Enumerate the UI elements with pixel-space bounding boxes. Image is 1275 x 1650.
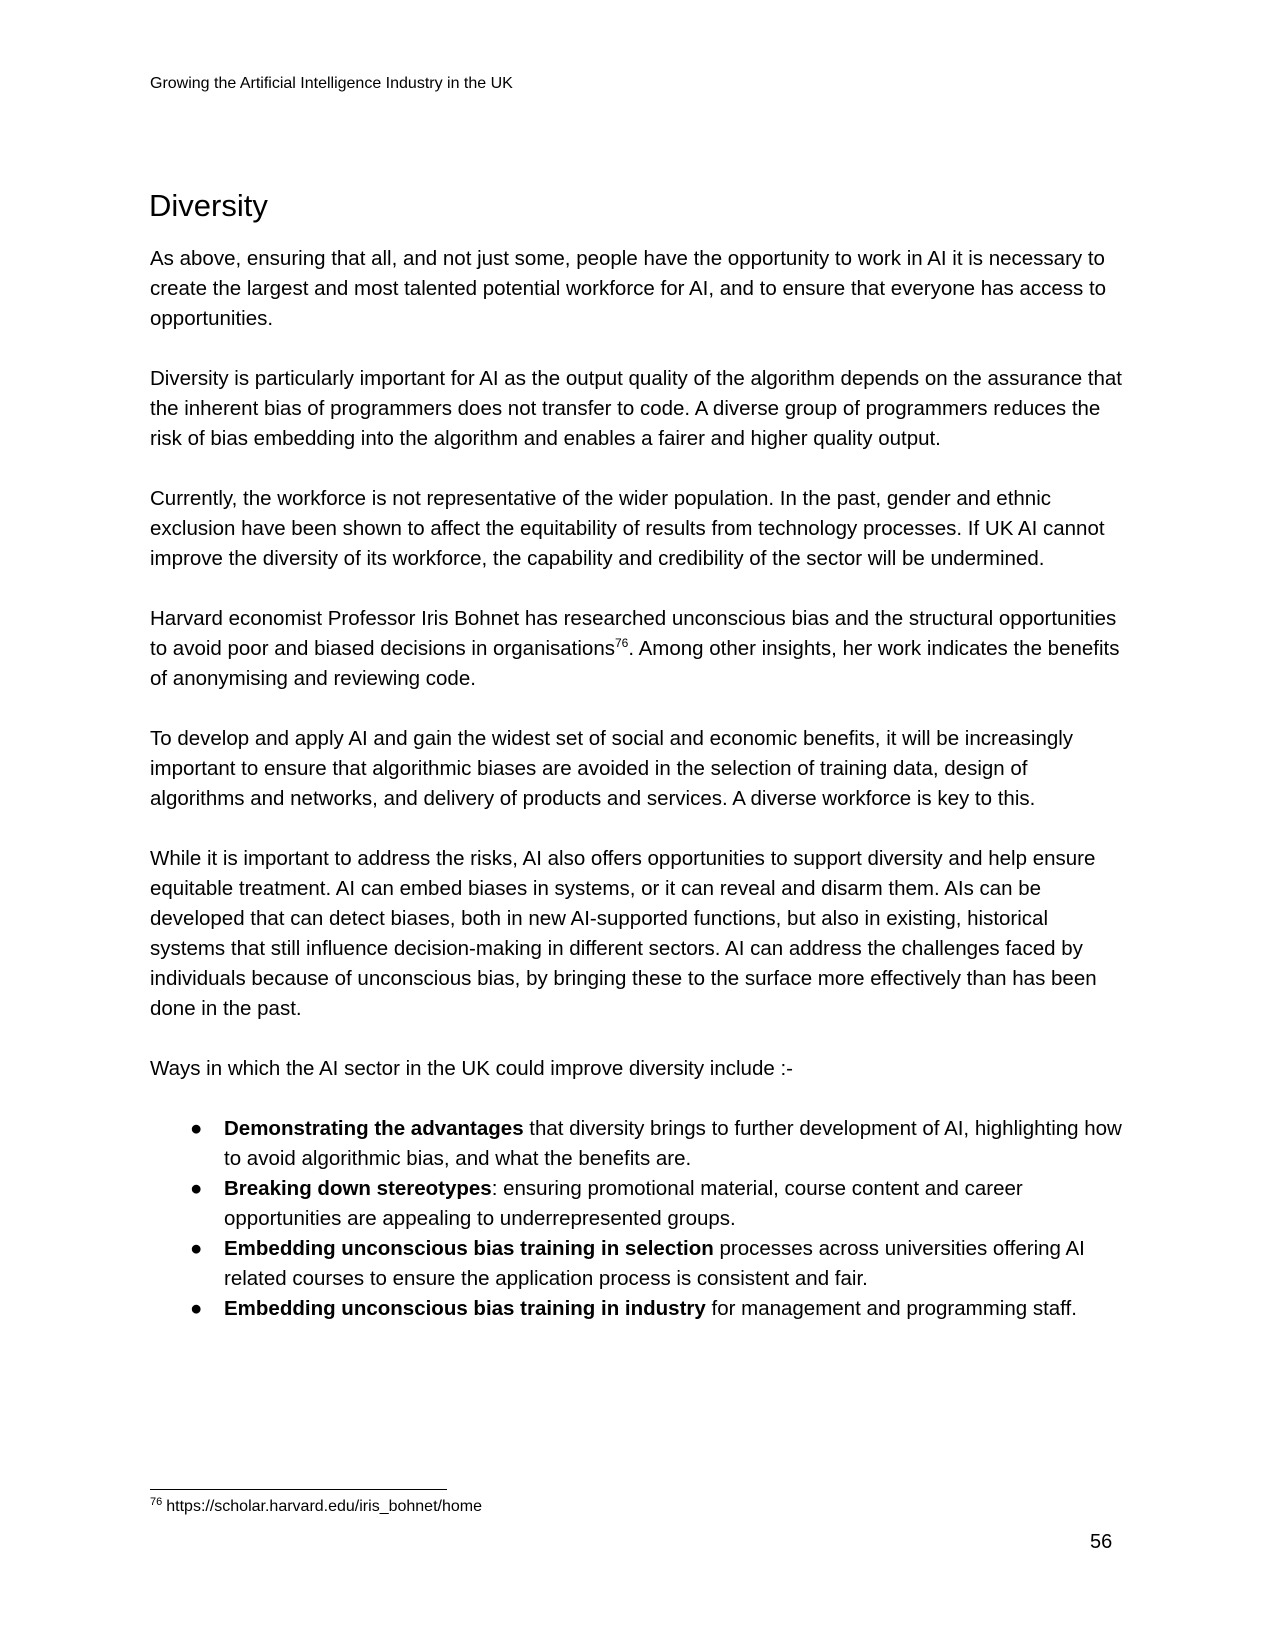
paragraph: As above, ensuring that all, and not just some, people have the opportunity to work in AI it is necessary to create the largest and most talented potential workforce for AI, and to ensure that everyone has access to opportunities. — [150, 247, 1107, 330]
list-item-text: : ensuring promotional material, course content and career opportunities are appealing to underrepresented groups. — [224, 1177, 1023, 1230]
list-item-lead: Embedding unconscious bias training in selection — [224, 1237, 714, 1260]
list-item — [190, 1294, 1125, 1324]
page-number: 56 — [1090, 1531, 1113, 1553]
footnote-number: 76 — [150, 1495, 163, 1508]
paragraph-with-footnote — [150, 604, 1125, 694]
paragraph-text: . Among other insights, her work indicates the benefits of anonymising and reviewing code. — [150, 637, 1120, 690]
bullet-icon: ● — [190, 1237, 203, 1260]
paragraph: While it is important to address the risks, AI also offers opportunities to support diversity and help ensure equitable treatment. AI can embed biases in systems, or it can reveal and disarm them. AIs can be developed that can detect biases, both in new AI-supported functions, but also in existing, historical systems that still influence decision-making in different sectors. AI can address the challenges faced by individuals because of unconscious bias, by bringing these to the surface more effectively than has been done in the past. — [150, 847, 1097, 1020]
paragraph-text: Harvard economist Professor Iris Bohnet has researched unconscious bias and the structural opportunities to avoid poor and biased decisions in organisations — [150, 607, 1117, 660]
footnote-divider — [150, 1489, 447, 1490]
footnote — [150, 1497, 482, 1517]
paragraph: Ways in which the AI sector in the UK could improve diversity include :- — [150, 1057, 793, 1080]
body-text — [150, 244, 1125, 1324]
running-header: Growing the Artificial Intelligence Industry in the UK — [150, 75, 513, 92]
bullet-icon: ● — [190, 1117, 203, 1140]
bullet-list — [150, 1114, 1125, 1324]
bullet-icon: ● — [190, 1297, 203, 1320]
list-item — [190, 1174, 1125, 1234]
list-item-text: that diversity brings to further development of AI, highlighting how to avoid algorithmic bias, and what the benefits are. — [224, 1117, 1122, 1170]
list-item-lead: Breaking down stereotypes — [224, 1177, 492, 1200]
paragraph: To develop and apply AI and gain the widest set of social and economic benefits, it will be increasingly important to ensure that algorithmic biases are avoided in the selection of training data, design of algorithms and networks, and delivery of products and services. A diverse workforce is key to this. — [150, 727, 1074, 810]
footnote-link[interactable]: https://scholar.harvard.edu/iris_bohnet/home — [166, 1498, 482, 1515]
list-item-lead: Embedding unconscious bias training in industry — [224, 1297, 706, 1320]
list-item — [190, 1234, 1125, 1294]
bullet-icon: ● — [190, 1177, 203, 1200]
section-heading: Diversity — [149, 188, 268, 223]
paragraph: Diversity is particularly important for AI as the output quality of the algorithm depends on the assurance that the inherent bias of programmers does not transfer to code. A diverse group of programmers reduces the risk of bias embedding into the algorithm and enables a fairer and higher quality output. — [150, 367, 1122, 450]
list-item-lead: Demonstrating the advantages — [224, 1117, 524, 1140]
list-item-text: for management and programming staff. — [705, 1297, 1077, 1320]
list-item — [190, 1114, 1125, 1174]
footnote-reference: 76 — [614, 636, 629, 651]
list-item-text: processes across universities offering AI related courses to ensure the application process is consistent and fair. — [224, 1237, 1085, 1290]
paragraph: Currently, the workforce is not representative of the wider population. In the past, gender and ethnic exclusion have been shown to affect the equitability of results from technology processes. If UK AI cannot improve the diversity of its workforce, the capability and credibility of the sector will be undermined. — [150, 487, 1105, 570]
